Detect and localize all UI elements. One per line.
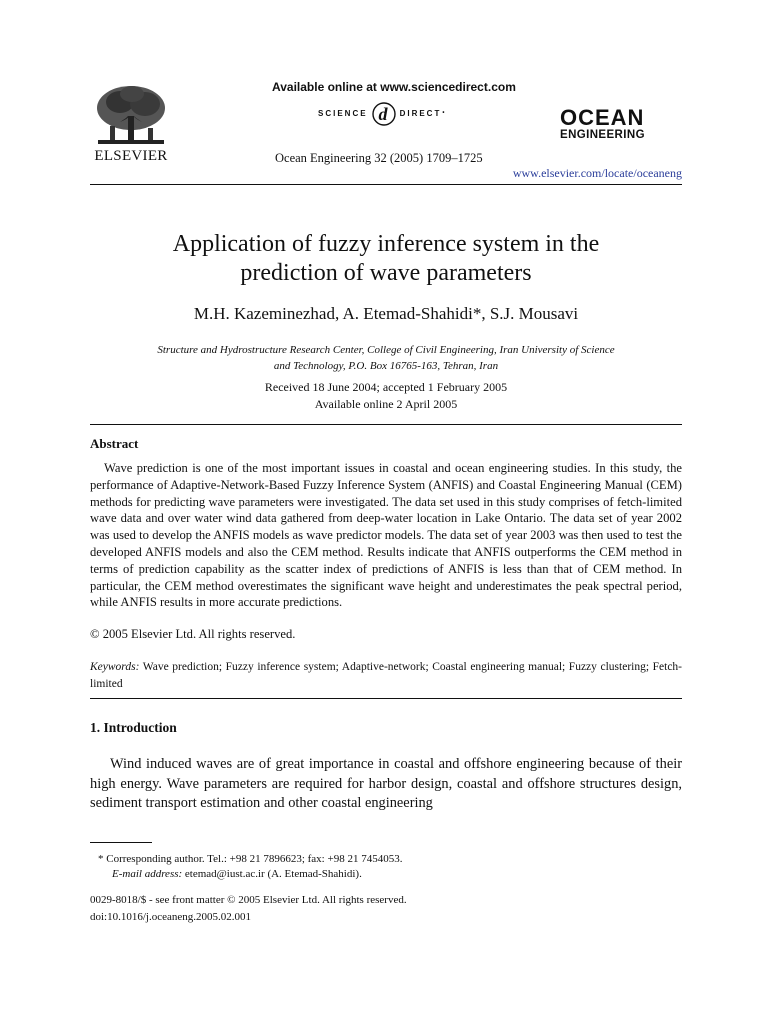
abstract-heading: Abstract xyxy=(90,436,139,451)
section-heading: 1. Introduction xyxy=(90,720,177,735)
received-date: Received 18 June 2004; accepted 1 February 2005 xyxy=(264,380,508,394)
keywords xyxy=(90,659,682,693)
affiliation-line-2: and Technology, P.O. Box 16765-163, Tehran, Iran xyxy=(273,360,499,372)
abstract-body: Wave prediction is one of the most important issues in coastal and ocean engineering studies. In this study, the performance of Adaptive-Network-Based Fuzzy Inference System (ANFIS) and Coastal Engineering Manual (CEM) methods for predicting wave parameters were investigated. The data set used in this study comprises of fetch-limited wave data and over water wind data gathered from deep-water location in Lake Ontario. The data set of year 2002 was used to develop the ANFIS models as wave predictor models. The data set of year 2003 was then used to test the developed ANFIS models and also the CEM method. Results indicate that ANFIS outperforms the CEM method in terms of prediction capability as the scatter index of predictions of ANFIS is less than that of CEM method. In particular, the CEM method overestimates the significant wave height and underestimates the peak spectral period, while ANFIS results in more accurate predictions. xyxy=(90,461,682,610)
available-online-text: Available online at www.sciencedirect.com xyxy=(272,80,516,94)
journal-logo-line1: OCEAN xyxy=(560,105,645,130)
email-address[interactable]: etemad@iust.ac.ir (A. Etemad-Shahidi). xyxy=(182,868,362,880)
article-dates xyxy=(90,379,682,413)
title-line-2: prediction of wave parameters xyxy=(240,260,532,286)
affiliation-line-1: Structure and Hydrostructure Research Center, College of Civil Engineering, Iran University of Science xyxy=(157,344,615,356)
sd-mark: • xyxy=(442,110,447,116)
journal-logo-line2: ENGINEERING xyxy=(560,129,645,141)
footnote-issn: 0029-8018/$ - see front matter © 2005 Elsevier Ltd. All rights reserved. xyxy=(90,894,407,906)
elsevier-tree-logo xyxy=(90,82,172,150)
abstract-divider-bottom xyxy=(90,698,682,699)
sciencedirect-logo xyxy=(318,98,446,128)
header-divider xyxy=(90,184,682,185)
footnote-email xyxy=(112,868,362,880)
publisher-name: ELSEVIER xyxy=(94,148,168,164)
journal-logo xyxy=(560,107,645,142)
sd-left-text: SCIENCE xyxy=(318,108,368,118)
keywords-label: Keywords: xyxy=(90,661,140,673)
email-label: E-mail address: xyxy=(112,868,183,880)
abstract-copyright: © 2005 Elsevier Ltd. All rights reserved. xyxy=(90,627,296,641)
footnote-divider xyxy=(90,842,152,843)
sd-right-text: DIRECT xyxy=(399,108,442,118)
affiliation xyxy=(100,342,672,374)
sd-d-icon xyxy=(371,99,397,127)
svg-text:d: d xyxy=(378,104,390,124)
section-body: Wind induced waves are of great importance in coastal and offshore engineering because of their high energy. Wave parameters are required for harbor design, coastal and offshore structures design, sediment transport estimation and other coastal engineering xyxy=(90,756,682,811)
journal-url-link[interactable]: www.elsevier.com/locate/oceaneng xyxy=(512,166,682,180)
available-date: Available online 2 April 2005 xyxy=(314,397,458,411)
journal-reference: Ocean Engineering 32 (2005) 1709–1725 xyxy=(275,151,483,165)
keywords-list: Wave prediction; Fuzzy inference system; Adaptive-network; Coastal engineering manual; Fuzzy clustering; Fetch-limited xyxy=(90,661,682,690)
footnote-doi[interactable]: doi:10.1016/j.oceaneng.2005.02.001 xyxy=(90,911,252,923)
author-list: M.H. Kazeminezhad, A. Etemad-Shahidi*, S.J. Mousavi xyxy=(193,304,579,323)
article-title xyxy=(90,230,682,288)
title-line-1: Application of fuzzy inference system in the xyxy=(172,231,600,257)
abstract-divider-top xyxy=(90,424,682,425)
footnote-corresponding: * Corresponding author. Tel.: +98 21 7896623; fax: +98 21 7454053. xyxy=(98,853,403,865)
